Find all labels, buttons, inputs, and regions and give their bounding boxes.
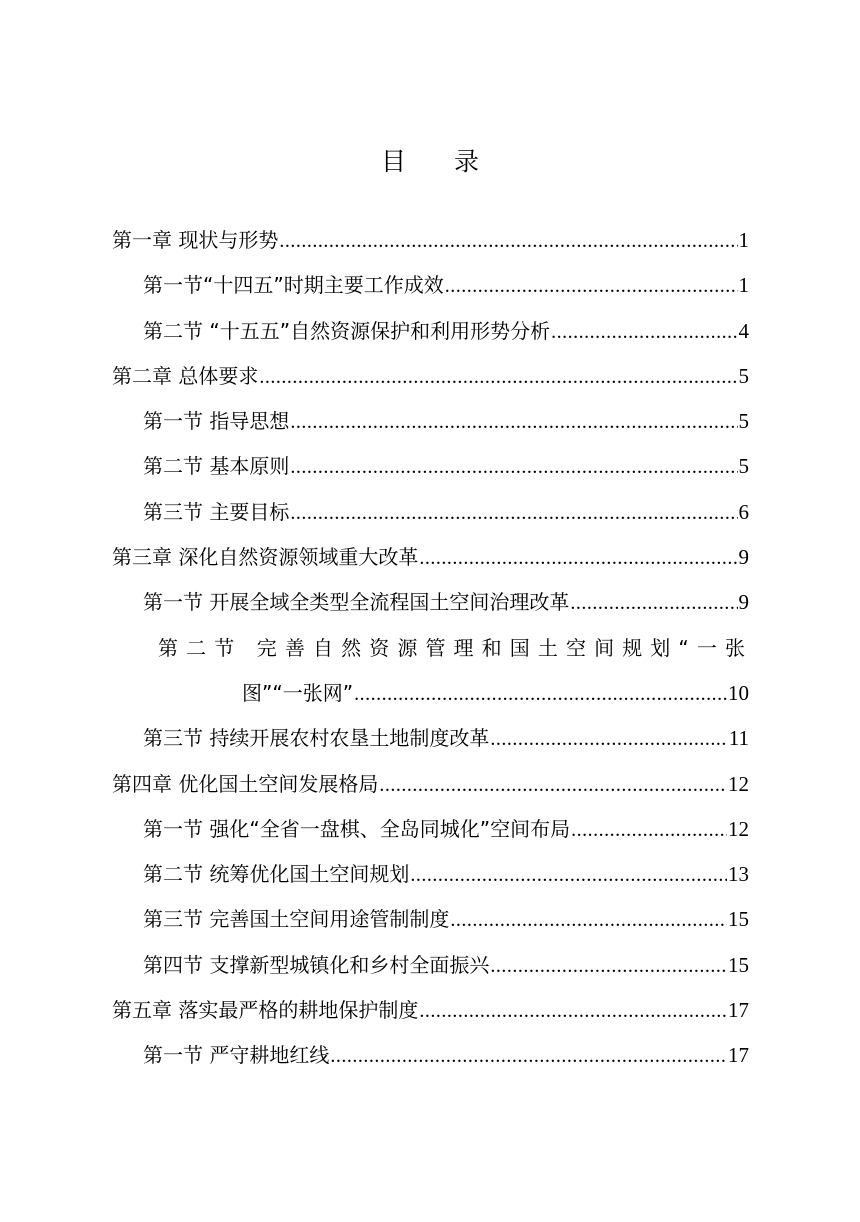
toc-page-number: 13: [728, 862, 749, 887]
toc-leader-dots: [290, 449, 737, 485]
toc-leader-dots: [490, 948, 727, 984]
table-of-contents: [112, 222, 749, 1083]
toc-leader-dots: [450, 902, 727, 938]
toc-page-number: 9: [738, 545, 749, 570]
toc-entry-label: 第二节 “十五五”自然资源保护和利用形势分析: [143, 318, 551, 343]
toc-page-number: 1: [738, 228, 749, 252]
toc-leader-dots: [259, 359, 737, 395]
toc-leader-dots: [445, 268, 738, 304]
toc-page-number: 17: [728, 1043, 749, 1068]
toc-entry-label: 第二章 总体要求: [112, 363, 259, 388]
toc-entry-3-3[interactable]: [112, 720, 749, 765]
toc-entry-label-continued: 图”“一张网”: [242, 680, 354, 705]
toc-entry-3-2[interactable]: [112, 630, 749, 675]
toc-page-number: 12: [728, 816, 749, 841]
toc-entry-4-1[interactable]: [112, 811, 749, 856]
toc-entry-label: 第三章 深化自然资源领域重大改革: [112, 545, 419, 570]
toc-page-number: 15: [728, 907, 749, 932]
toc-entry-label: 第三节 持续开展农村农垦土地制度改革: [143, 726, 490, 751]
toc-entry-1-1[interactable]: [112, 267, 749, 312]
toc-entry-label: 第一节 严守耕地红线: [143, 1043, 330, 1068]
toc-entry-3-1[interactable]: [112, 584, 749, 629]
toc-entry-2-1[interactable]: [112, 403, 749, 448]
toc-page-number: 5: [738, 363, 749, 388]
toc-entry-4-4[interactable]: [112, 947, 749, 992]
toc-entry-chapter-5[interactable]: [112, 992, 749, 1037]
toc-leader-dots: [379, 767, 727, 803]
toc-page-number: 1: [738, 273, 749, 298]
page-title: 目 录: [381, 147, 499, 176]
toc-entry-chapter-1[interactable]: [112, 222, 749, 267]
toc-entry-label: 第二节 完善自然资源管理和国土空间规划“一张: [158, 635, 749, 660]
toc-entry-label: 第一节 开展全域全类型全流程国土空间治理改革: [143, 590, 570, 615]
toc-page-number: 10: [728, 680, 749, 705]
toc-page-number: 6: [738, 499, 749, 524]
toc-leader-dots: [290, 404, 737, 440]
toc-leader-dots: [410, 857, 727, 893]
toc-entry-4-3[interactable]: [112, 901, 749, 946]
toc-leader-dots: [419, 993, 727, 1029]
toc-entry-2-2[interactable]: [112, 448, 749, 493]
toc-entry-5-1[interactable]: [112, 1037, 749, 1082]
toc-entry-label: 第一节 强化“全省一盘棋、全岛同城化”空间布局: [143, 816, 571, 841]
toc-leader-dots: [551, 314, 737, 350]
toc-page-number: 4: [738, 318, 749, 343]
toc-leader-dots: [354, 676, 727, 712]
toc-entry-label: 第一节 指导思想: [143, 409, 290, 434]
toc-leader-dots: [490, 721, 727, 757]
toc-entry-4-2[interactable]: [112, 856, 749, 901]
toc-leader-dots: [290, 495, 737, 531]
toc-page-number: 9: [738, 590, 749, 615]
toc-page-number: 12: [728, 771, 749, 796]
toc-leader-dots: [419, 540, 737, 576]
toc-leader-dots: [571, 812, 727, 848]
toc-entry-3-2-continued[interactable]: [112, 675, 749, 720]
toc-entry-2-3[interactable]: [112, 494, 749, 539]
toc-entry-1-2[interactable]: [112, 313, 749, 358]
toc-entry-label: 第三节 主要目标: [143, 499, 290, 524]
toc-entry-label: 第一章 现状与形势: [112, 228, 279, 252]
toc-page-number: 17: [728, 998, 749, 1023]
toc-entry-chapter-2[interactable]: [112, 358, 749, 403]
toc-entry-label: 第四节 支撑新型城镇化和乡村全面振兴: [143, 952, 490, 977]
toc-leader-dots: [570, 585, 737, 621]
toc-leader-dots: [330, 1038, 727, 1074]
toc-page-number: 5: [738, 454, 749, 479]
toc-entry-chapter-4[interactable]: [112, 766, 749, 811]
toc-entry-label: 第二节 统筹优化国土空间规划: [143, 862, 410, 887]
toc-entry-label: 第五章 落实最严格的耕地保护制度: [112, 998, 419, 1023]
toc-entry-label: 第二节 基本原则: [143, 454, 290, 479]
toc-entry-chapter-3[interactable]: [112, 539, 749, 584]
toc-entry-label: 第四章 优化国土空间发展格局: [112, 771, 379, 796]
toc-page-number: 11: [728, 726, 749, 751]
toc-leader-dots: [279, 223, 737, 259]
toc-entry-label: 第一节“十四五”时期主要工作成效: [143, 273, 444, 298]
toc-entry-label: 第三节 完善国土空间用途管制制度: [143, 907, 450, 932]
toc-page-number: 5: [738, 409, 749, 434]
toc-page-number: 15: [728, 952, 749, 977]
